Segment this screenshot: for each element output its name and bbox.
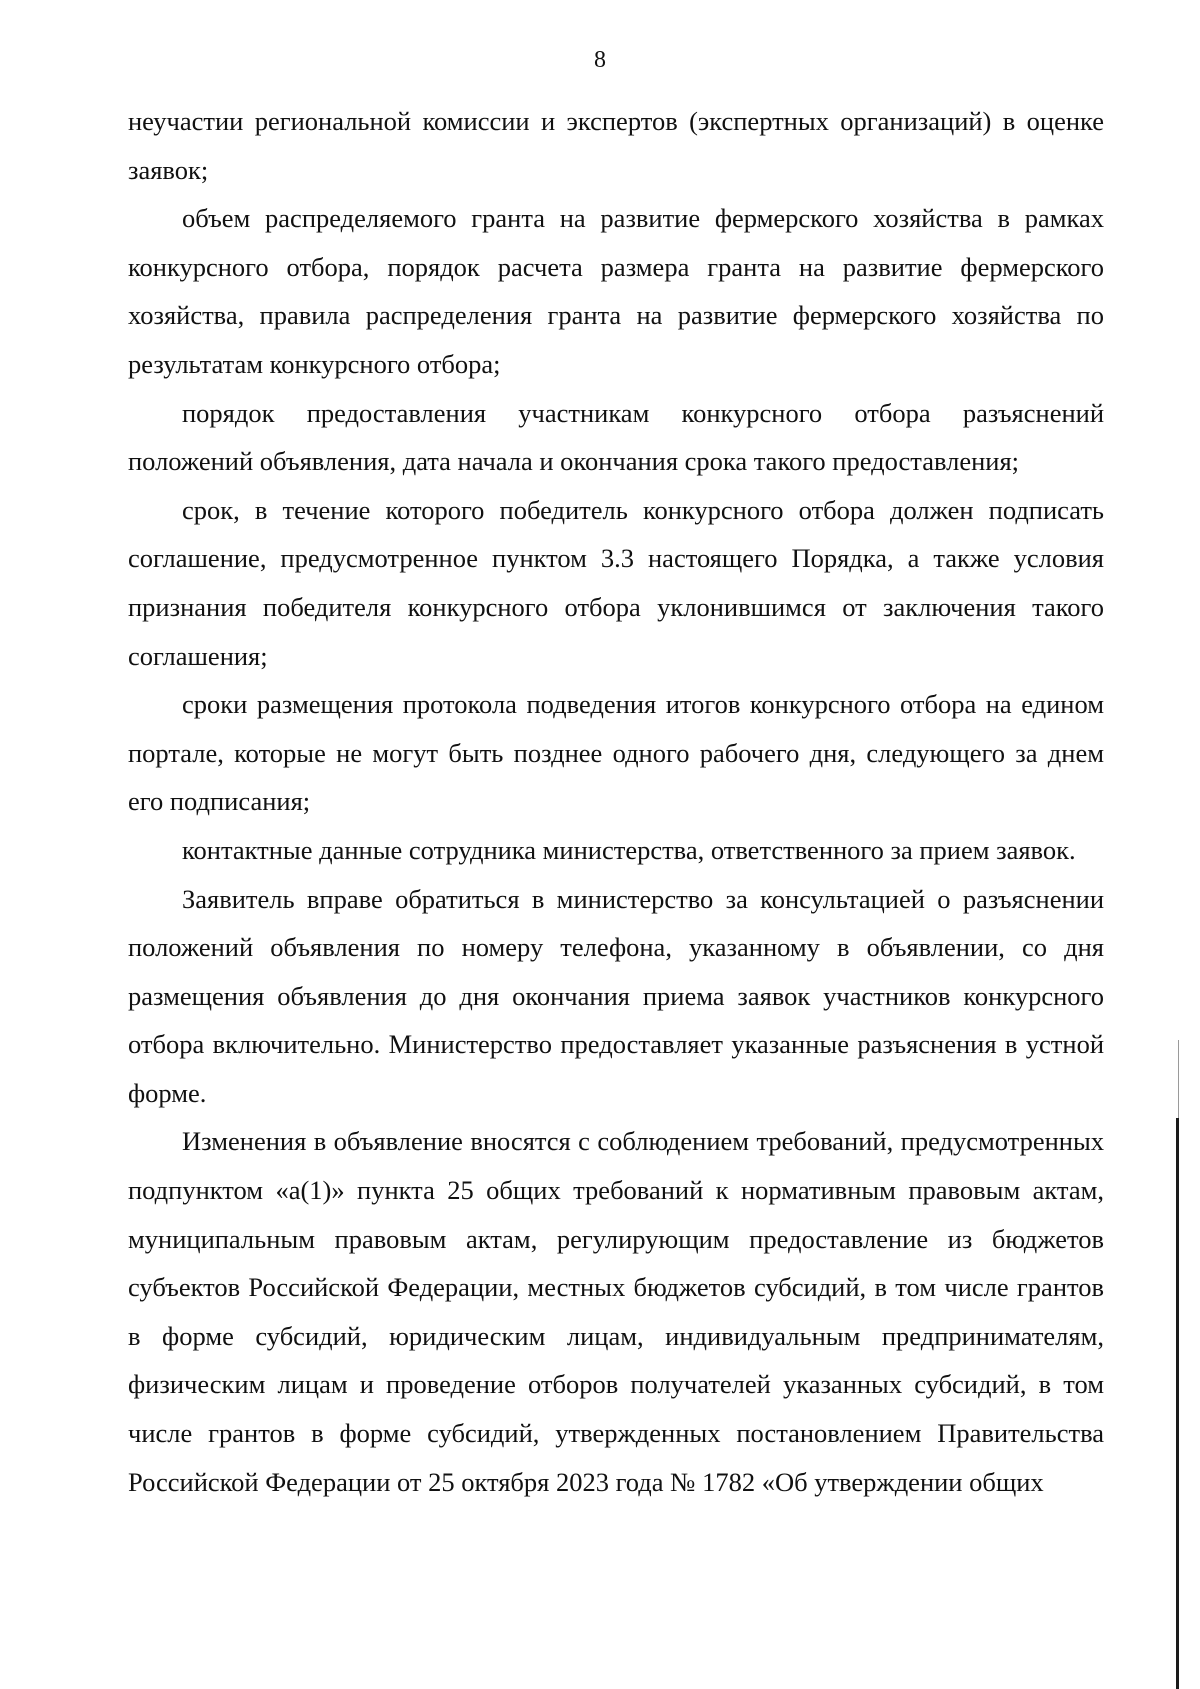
paragraph-agreement-deadline: срок, в течение которого победитель конкурсного отбора должен подписать соглашение, предусмотренное пунктом 3.3 настоящего Порядка, а также условия признания победителя конкурсного отбора уклонившимся от заключения такого соглашения;	[128, 494, 1104, 671]
paragraph-applicant-consultation: Заявитель вправе обратиться в министерство за консультацией о разъяснении положений объявления по номеру телефона, указанному в объявлении, со дня размещения объявления до дня окончания приема заявок участников конкурсного отбора включительно. Министерство предоставляет указанные разъяснения в устной форме.	[128, 883, 1104, 1108]
paragraph-continuation: неучастии региональной комиссии и экспертов (экспертных организаций) в оценке заявок;	[128, 106, 1104, 185]
scan-edge-line	[1176, 1118, 1179, 1689]
document-body	[128, 97, 1104, 1506]
scan-edge-faint	[1178, 1040, 1179, 1120]
paragraph-grant-volume: объем распределяемого гранта на развитие фермерского хозяйства в рамках конкурсного отбора, порядок расчета размера гранта на развитие фермерского хозяйства, правила распределения гранта на развитие фермерского хозяйства по результатам конкурсного отбора;	[128, 203, 1104, 379]
page-number: 8	[594, 47, 606, 73]
paragraph-contact-data: контактные данные сотрудника министерства, ответственного за прием заявок.	[182, 834, 1076, 865]
paragraph-announcement-changes: Изменения в объявление вносятся с соблюдением требований, предусмотренных подпунктом «а(1)» пункта 25 общих требований к нормативным правовым актам, муниципальным правовым актам, регулирующим предоставление из бюджетов субъектов Российской Федерации, местных бюджетов субсидий, в том числе грантов в форме субсидий, юридическим лицам, индивидуальным предпринимателям, физическим лицам и проведение отборов получателей указанных субсидий, в том числе грантов в форме субсидий, утвержденных постановлением Правительства Российской Федерации от 25 октября 2023 года № 1782 «Об утверждении общих	[128, 1126, 1104, 1497]
paragraph-clarification-procedure: порядок предоставления участникам конкурсного отбора разъяснений положений объявления, дата начала и окончания срока такого предоставления;	[128, 397, 1104, 477]
paragraph-protocol-placement: сроки размещения протокола подведения итогов конкурсного отбора на едином портале, которые не могут быть позднее одного рабочего дня, следующего за днем его подписания;	[128, 689, 1104, 817]
